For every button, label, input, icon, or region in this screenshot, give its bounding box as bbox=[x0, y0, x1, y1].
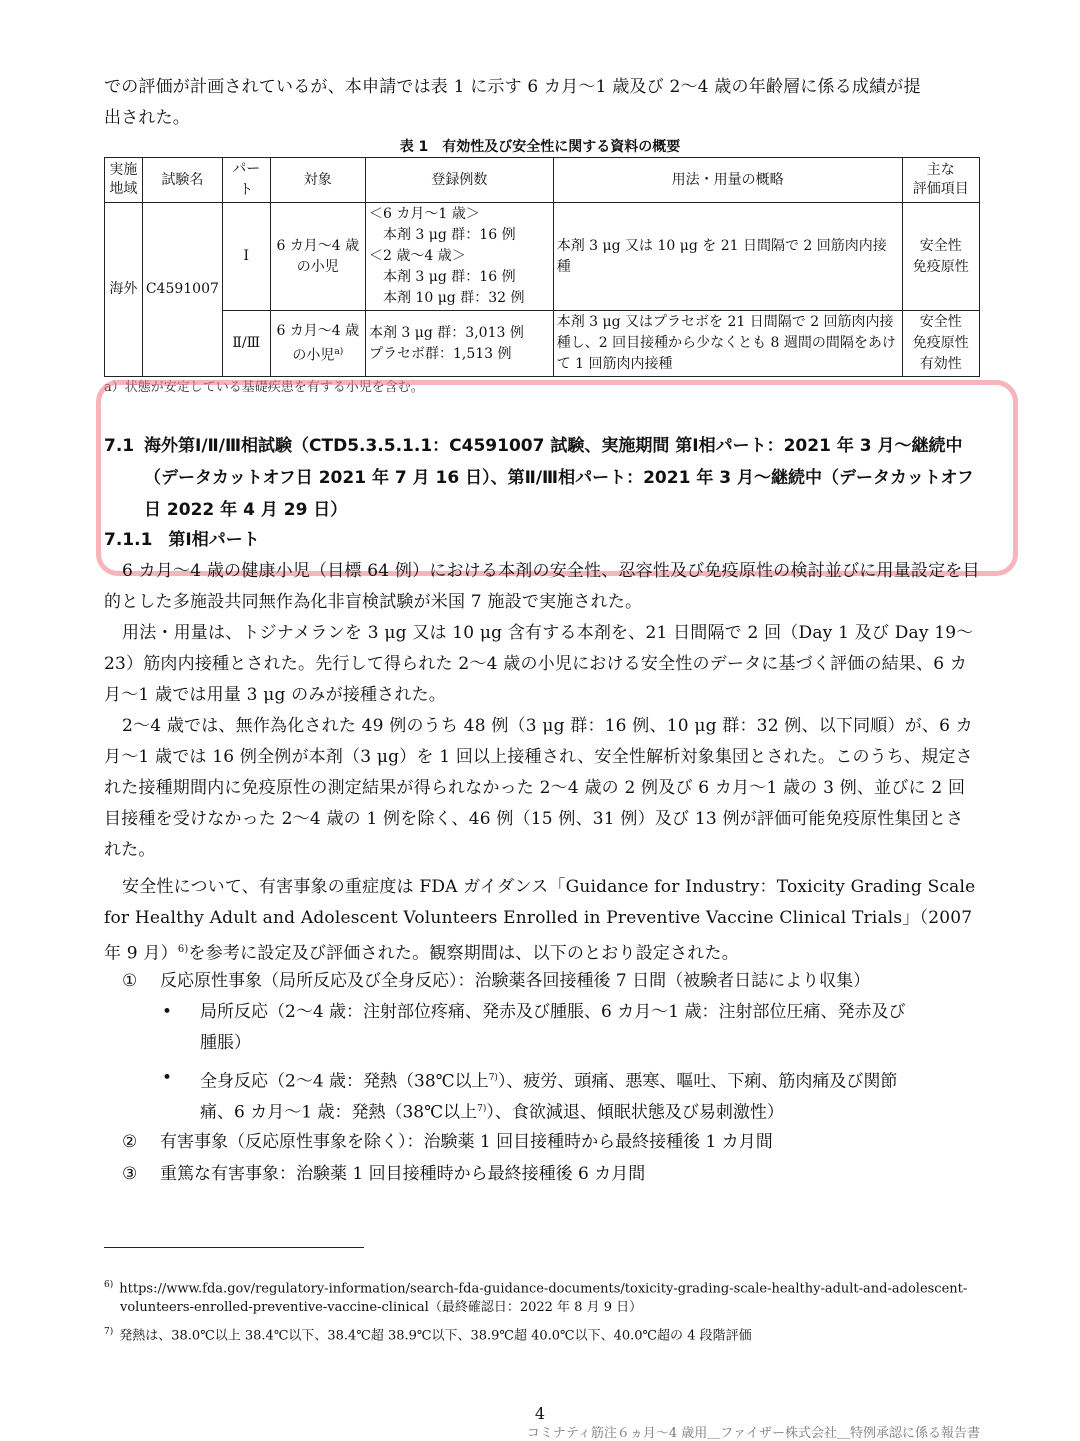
cell-trial-name: C4591007 bbox=[142, 203, 222, 377]
enrolled-line: ＜2 歳〜4 歳＞ bbox=[368, 248, 466, 264]
enrolled-line: 本剤 10 μg 群：32 例 bbox=[368, 290, 525, 306]
paragraph bbox=[104, 872, 980, 970]
section-number: 7.1.1 bbox=[104, 530, 153, 550]
paragraph: 用法・用量は、トジナメランを 3 μg 又は 10 μg 含有する本剤を、21 日間隔で 2 回（Day 1 及び Day 19〜23）筋肉内接種とされた。先行して得られた 2〜4 歳の小児における安全性のデータに基づく評価の結果、6 カ月〜1 歳では用量 3 μg のみが接種された。 bbox=[104, 623, 974, 705]
list-marker: ③ bbox=[122, 1164, 138, 1184]
subitem-text: 全身反応（2〜4 歳：発熱（38℃以上 bbox=[200, 1071, 489, 1092]
list-subitem-cont: 腫脹） bbox=[200, 1033, 251, 1053]
footnote-text: 発熱は、38.0℃以上 38.4℃以下、38.4℃超 38.9℃以下、38.9℃超 40.0℃以下、40.0℃超の 4 段階評価 bbox=[119, 1328, 752, 1344]
intro-paragraph bbox=[104, 72, 980, 134]
cell-target: 6 カ月〜4 歳 の小児 bbox=[270, 203, 365, 311]
header-trial: 試験名 bbox=[142, 158, 222, 203]
paragraph: 2〜4 歳では、無作為化された 49 例のうち 48 例（3 μg 群：16 例、10 μg 群：32 例、以下同順）が、6 カ月〜1 歳では 16 例全例が本剤（3 μg）を 1 回以上接種され、安全性解析対象集団とされた。このうち、規定された接種期間内に免疫原性の測定結果が得られなかった 2〜4 歳の 2 例及び 6 カ月〜1 歳の 3 例、並びに 2 回目接種を受けなかった 2〜4 歳の 1 例を除く、46 例（15 例、31 例）及び 13 例が評価可能免疫原性集団とされた。 bbox=[104, 716, 973, 860]
endpoint-item: 免疫原性 bbox=[912, 335, 969, 351]
cell-region: 海外 bbox=[105, 203, 143, 377]
target-line bbox=[274, 342, 362, 367]
footnote-ref: 7) bbox=[477, 1104, 487, 1114]
cell-enrolled bbox=[365, 203, 553, 311]
section-number: 7.1 bbox=[104, 436, 135, 456]
header-part: パート bbox=[222, 158, 270, 203]
list-marker: ② bbox=[122, 1132, 138, 1152]
cell-dosage: 本剤 3 μg 又は 10 μg を 21 日間隔で 2 回筋肉内接種 bbox=[553, 203, 902, 311]
table-footnote: a）状態が安定している基礎疾患を有する小児を含む。 bbox=[104, 380, 424, 395]
subitem-text: ）、食欲減退、傾眠状態及び易刺激性） bbox=[486, 1102, 784, 1123]
list-item: 重篤な有害事象：治験薬 1 回目接種時から最終接種後 6 カ月間 bbox=[160, 1164, 646, 1184]
footnote-6 bbox=[104, 1275, 984, 1299]
header-dosage: 用法・用量の概略 bbox=[553, 158, 902, 203]
intro-line-2: 出された。 bbox=[104, 108, 190, 128]
subitem-text: ）、疲労、頭痛、悪寒、嘔吐、下痢、筋肉痛及び関節 bbox=[497, 1071, 898, 1092]
paragraph-text: 安全性について、有害事象の重症度は FDA ガイダンス「Guidance for Industry：Toxicity Grading Scale for Healthy Adult and Adolescent Volunteers Enrolled in Preventive Vaccine Clinical Trials」（2007 年 9 月） bbox=[104, 877, 982, 964]
table-row bbox=[105, 203, 980, 311]
bullet-icon: • bbox=[162, 1068, 173, 1088]
cell-endpoints bbox=[902, 311, 979, 377]
section-title: 第Ⅰ相パート bbox=[168, 530, 260, 550]
footnote-divider bbox=[104, 1247, 364, 1248]
intro-line-1: での評価が計画されているが、本申請では表 1 に示す 6 カ月〜1 歳及び 2〜4 歳の年齢層に係る成績が提 bbox=[104, 77, 921, 97]
header-target: 対象 bbox=[270, 158, 365, 203]
section-title: 海外第Ⅰ/Ⅱ/Ⅲ相試験（CTD5.3.5.1.1：C4591007 試験、実施期間 第Ⅰ相パート：2021 年 3 月〜継続中（データカットオフ日 2021 年 7 月 16 日）、第Ⅱ/Ⅲ相パート：2021 年 3 月〜継続中（データカットオフ日 2022 年 4 月 29 日） bbox=[144, 436, 974, 520]
list-item: 反応原性事象（局所反応及び全身反応）：治験薬各回接種後 7 日間（被験者日誌により収集） bbox=[160, 971, 871, 991]
section-heading-7-1 bbox=[104, 430, 982, 526]
list-marker: ① bbox=[122, 971, 138, 991]
enrolled-line: ＜6 カ月〜1 歳＞ bbox=[368, 206, 480, 222]
list-subitem-cont bbox=[200, 1094, 784, 1129]
footnote-ref: 7) bbox=[488, 1073, 498, 1083]
target-line: 6 カ月〜4 歳 bbox=[276, 322, 360, 339]
list-item: 有害事象（反応原性事象を除く）：治験薬 1 回目接種時から最終接種後 1 カ月間 bbox=[160, 1132, 773, 1152]
footnote-mark: 7) bbox=[104, 1327, 114, 1337]
footnote-url: https://www.fda.gov/regulatory-information/search-fda-guidance-documents/toxicity-grading-scale-healthy-adult-and-adolescent- bbox=[119, 1281, 968, 1297]
paragraph-text: を参考に設定及び評価された。観察期間は、以下のとおり設定された。 bbox=[188, 943, 739, 964]
cell-enrolled bbox=[365, 311, 553, 377]
enrolled-line: 本剤 3 μg 群：16 例 bbox=[368, 269, 516, 285]
table-row bbox=[105, 311, 980, 377]
endpoint-item: 免疫原性 bbox=[912, 258, 969, 275]
header-enrolled: 登録例数 bbox=[365, 158, 553, 203]
cell-target bbox=[270, 311, 365, 377]
footnote-ref: 6) bbox=[177, 944, 189, 955]
footnote-mark: 6) bbox=[104, 1280, 114, 1290]
document-footer: コミナティ筋注６ヵ月〜4 歳用＿ファイザー株式会社＿特例承認に係る報告書 bbox=[526, 1426, 980, 1441]
footnote-ref: a) bbox=[334, 346, 344, 357]
header-region: 実施 地域 bbox=[105, 158, 143, 203]
list-subitem: 局所反応（2〜4 歳：注射部位疼痛、発赤及び腫脹、6 カ月〜1 歳：注射部位圧痛、発赤及び bbox=[200, 1002, 906, 1022]
footnote-6-cont: volunteers-enrolled-preventive-vaccine-clinical（最終確認日：2022 年 8 月 9 日） bbox=[120, 1300, 643, 1315]
cell-dosage: 本剤 3 μg 又はプラセボを 21 日間隔で 2 回筋肉内接種し、2 回目接種から少なくとも 8 週間の間隔をあけて 1 回筋肉内接種 bbox=[553, 311, 902, 377]
target-text: の小児 bbox=[292, 347, 335, 364]
endpoint-item: 有効性 bbox=[919, 356, 962, 372]
cell-endpoints bbox=[902, 203, 979, 311]
bullet-icon: • bbox=[162, 1002, 173, 1022]
cell-part: Ⅱ/Ⅲ bbox=[222, 311, 270, 377]
enrolled-line: 本剤 3 μg 群：3,013 例 bbox=[368, 324, 524, 341]
cell-part: I bbox=[222, 203, 270, 311]
table-caption: 表 1 有効性及び安全性に関する資料の概要 bbox=[399, 139, 681, 155]
list-subitem bbox=[200, 1063, 897, 1098]
table-header-row bbox=[105, 158, 980, 203]
summary-table bbox=[104, 157, 980, 377]
paragraph: 6 カ月〜4 歳の健康小児（目標 64 例）における本剤の安全性、忍容性及び免疫原性の検討並びに用量設定を目的とした多施設共同無作為化非盲検試験が米国 7 施設で実施された。 bbox=[104, 561, 980, 612]
section-heading-7-1-1 bbox=[104, 525, 260, 550]
header-endpoint: 主な 評価項目 bbox=[902, 158, 979, 203]
page-number: 4 bbox=[534, 1404, 546, 1423]
subitem-text: 痛、6 カ月〜1 歳：発熱（38℃以上 bbox=[200, 1102, 478, 1123]
footnote-7 bbox=[104, 1322, 984, 1346]
enrolled-line: プラセボ群：1,513 例 bbox=[368, 345, 512, 362]
endpoint-item: 安全性 bbox=[919, 314, 962, 330]
endpoint-item: 安全性 bbox=[919, 237, 962, 254]
enrolled-line: 本剤 3 μg 群：16 例 bbox=[368, 227, 516, 243]
